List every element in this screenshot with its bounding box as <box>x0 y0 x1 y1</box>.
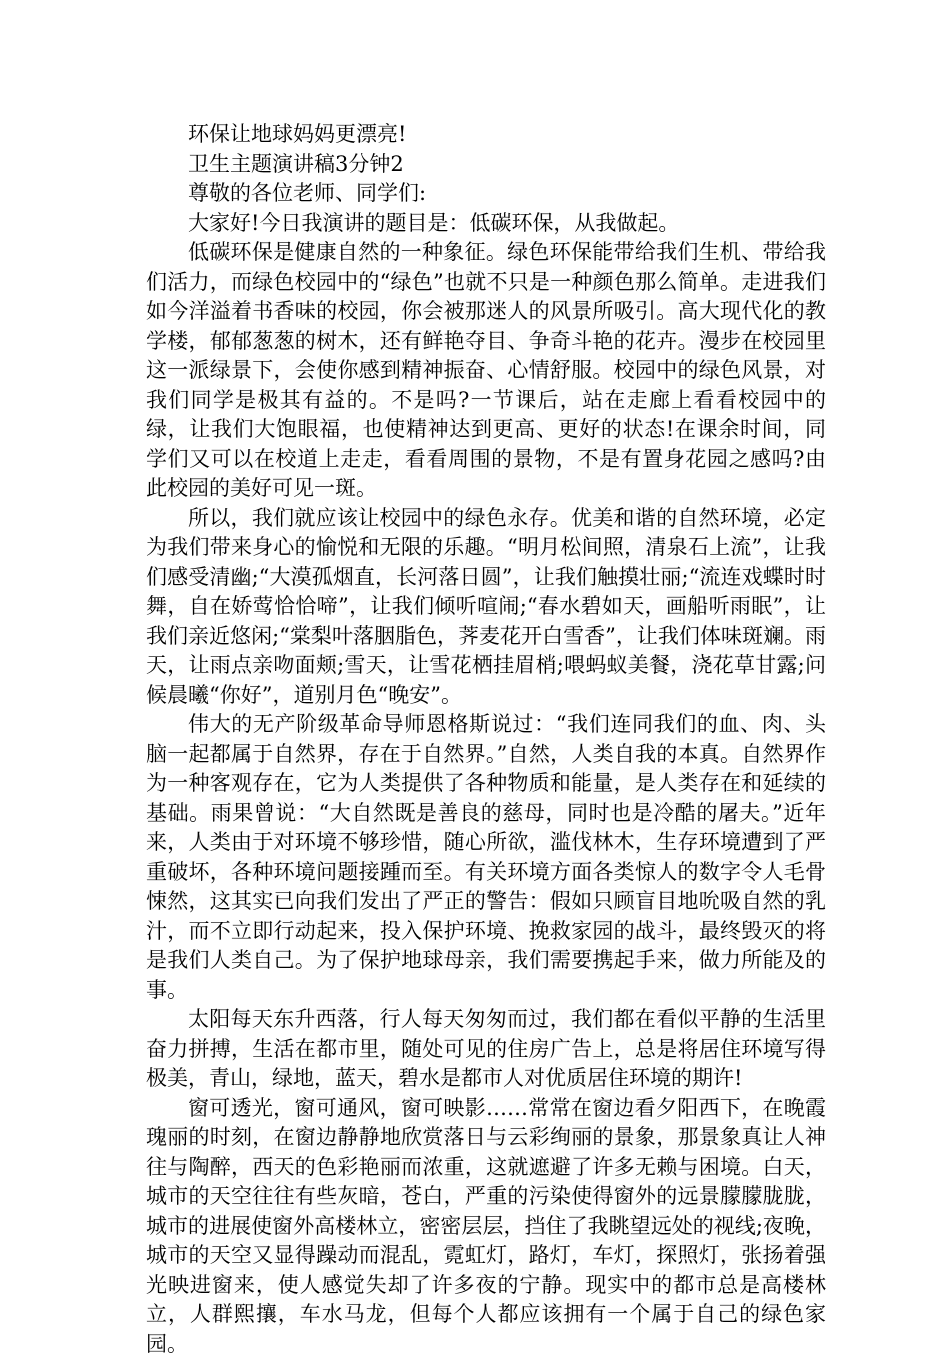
paragraph: 伟大的无产阶级革命导师恩格斯说过：“我们连同我们的血、肉、头脑一起都属于自然界，存在于自然界。”自然，人类自我的本真。自然界作为一种客观存在，它为人类提供了各种物质和能量，是人类存在和延续的基础。雨果曾说：“大自然既是善良的慈母，同时也是冷酷的屠夫。”近年来，人类由于对环境不够珍惜，随心所欲，滥伐林木，生存环境遭到了严重破坏，各种环境问题接踵而至。有关环境方面各类惊人的数字令人毛骨悚然，这其实已向我们发出了严正的警告：假如只顾盲目地吮吸自然的乳汁，而不立即行动起来，投入保护环境、挽救家园的战斗，最终毁灭的将是我们人类自己。为了保护地球母亲，我们需要携起手来，做力所能及的事。 <box>146 710 826 1005</box>
speech-title: 卫生主题演讲稿3分钟2 <box>146 150 826 180</box>
paragraph: 太阳每天东升西落，行人每天匆匆而过，我们都在看似平静的生活里奋力拼搏，生活在都市里，随处可见的住房广告上，总是将居住环境写得极美，青山，绿地，蓝天，碧水是都市人对优质居住环境的期许! <box>146 1005 826 1094</box>
salutation: 尊敬的各位老师、同学们: <box>146 179 826 209</box>
paragraph: 大家好!今日我演讲的题目是：低碳环保，从我做起。 <box>146 209 826 239</box>
paragraph: 所以，我们就应该让校园中的绿色永存。优美和谐的自然环境，必定为我们带来身心的愉悦和无限的乐趣。“明月松间照，清泉石上流”，让我们感受清幽;“大漠孤烟直，长河落日圆”，让我们触摸壮丽;“流连戏蝶时时舞，自在娇莺恰恰啼”，让我们倾听喧闹;“春水碧如天，画船听雨眠”，让我们亲近悠闲;“棠梨叶落胭脂色，荠麦花开白雪香”，让我们体味斑斓。雨天，让雨点亲吻面颊;雪天，让雪花栖挂眉梢;喂蚂蚁美餐，浇花草甘露;问候晨曦“你好”，道别月色“晚安”。 <box>146 504 826 711</box>
paragraph: 窗可透光，窗可通风，窗可映影……常常在窗边看夕阳西下，在晚霞瑰丽的时刻，在窗边静静地欣赏落日与云彩绚丽的景象，那景象真让人神往与陶醉，西天的色彩艳丽而浓重，这就遮避了许多无赖与困境。白天，城市的天空往往有些灰暗，苍白，严重的污染使得窗外的远景朦朦胧胧，城市的进展使窗外高楼林立，密密层层，挡住了我眺望远处的视线;夜晚，城市的天空又显得躁动而混乱，霓虹灯，路灯，车灯，探照灯，张扬着强光映进窗来，使人感觉失却了许多夜的宁静。现实中的都市总是高楼林立，人群熙攘，车水马龙，但每个人都应该拥有一个属于自己的绿色家园。 <box>146 1094 826 1359</box>
paragraph: 低碳环保是健康自然的一种象征。绿色环保能带给我们生机、带给我们活力，而绿色校园中的“绿色”也就不只是一种颜色那么简单。走进我们如今洋溢着书香味的校园，你会被那迷人的风景所吸引。高大现代化的教学楼，郁郁葱葱的树木，还有鲜艳夺目、争奇斗艳的花卉。漫步在校园里这一派绿景下，会使你感到精神振奋、心情舒服。校园中的绿色风景，对我们同学是极其有益的。不是吗?一节课后，站在走廊上看看校园中的绿，让我们大饱眼福，也使精神达到更高、更好的状态!在课余时间，同学们又可以在校道上走走，看看周围的景物，不是有置身花园之感吗?由此校园的美好可见一斑。 <box>146 238 826 504</box>
document-body <box>146 120 826 1359</box>
intro-line: 环保让地球妈妈更漂亮! <box>146 120 826 150</box>
